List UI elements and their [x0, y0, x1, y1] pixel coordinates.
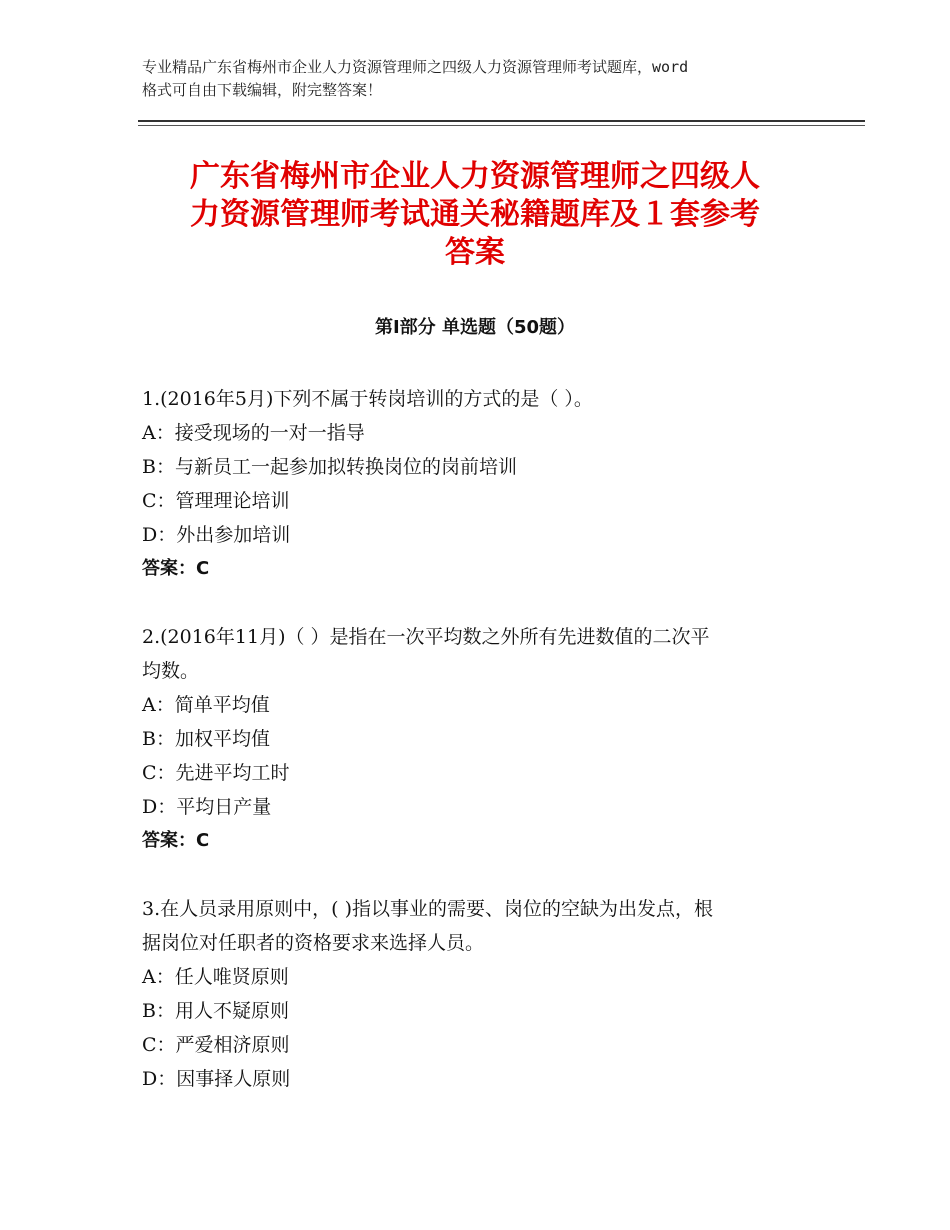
question-spacer — [142, 858, 822, 892]
question-list — [142, 382, 822, 1096]
question-stem-continued: 均数。 — [142, 660, 200, 682]
option-a: A：任人唯贤原则 — [142, 966, 289, 988]
option-b: B：加权平均值 — [142, 728, 270, 750]
document-title-line: 广东省梅州市企业人力资源管理师之四级人 — [190, 159, 760, 194]
option-b: B：与新员工一起参加拟转换岗位的岗前培训 — [142, 456, 517, 478]
header-note-line: 格式可自由下载编辑，附完整答案！ — [142, 81, 383, 99]
header-divider-thin — [138, 125, 865, 126]
option-d: D：外出参加培训 — [142, 524, 291, 546]
option-c: C：先进平均工时 — [142, 762, 290, 784]
document-title-line: 力资源管理师考试通关秘籍题库及１套参考 — [190, 197, 760, 232]
option-b: B：用人不疑原则 — [142, 1000, 289, 1022]
question-2 — [142, 620, 822, 858]
answer-text: 答案：C — [142, 830, 210, 851]
question-stem: 3.在人员录用原则中，( )指以事业的需要、岗位的空缺为出发点，根 — [142, 898, 713, 920]
question-stem: 1.(2016年5月)下列不属于转岗培训的方式的是（ ）。 — [142, 388, 593, 410]
option-d: D：因事择人原则 — [142, 1068, 291, 1090]
header-divider-thick — [138, 120, 865, 122]
question-1 — [142, 382, 822, 586]
header-note — [142, 56, 822, 102]
document-title-line: 答案 — [445, 235, 505, 270]
option-d: D：平均日产量 — [142, 796, 272, 818]
answer-text: 答案：C — [142, 558, 210, 579]
question-3 — [142, 892, 822, 1096]
section-heading: 第Ⅰ部分 单选题（50题） — [374, 317, 575, 338]
header-note-line: 专业精品广东省梅州市企业人力资源管理师之四级人力资源管理师考试题库，word — [142, 58, 689, 76]
option-a: A：接受现场的一对一指导 — [142, 422, 365, 444]
option-c: C：管理理论培训 — [142, 490, 290, 512]
option-c: C：严爱相济原则 — [142, 1034, 290, 1056]
option-a: A：简单平均值 — [142, 694, 270, 716]
document-title — [138, 158, 812, 272]
question-spacer — [142, 586, 822, 620]
question-stem: 2.(2016年11月)（ ）是指在一次平均数之外所有先进数值的二次平 — [142, 626, 710, 648]
question-stem-continued: 据岗位对任职者的资格要求来选择人员。 — [142, 932, 485, 954]
